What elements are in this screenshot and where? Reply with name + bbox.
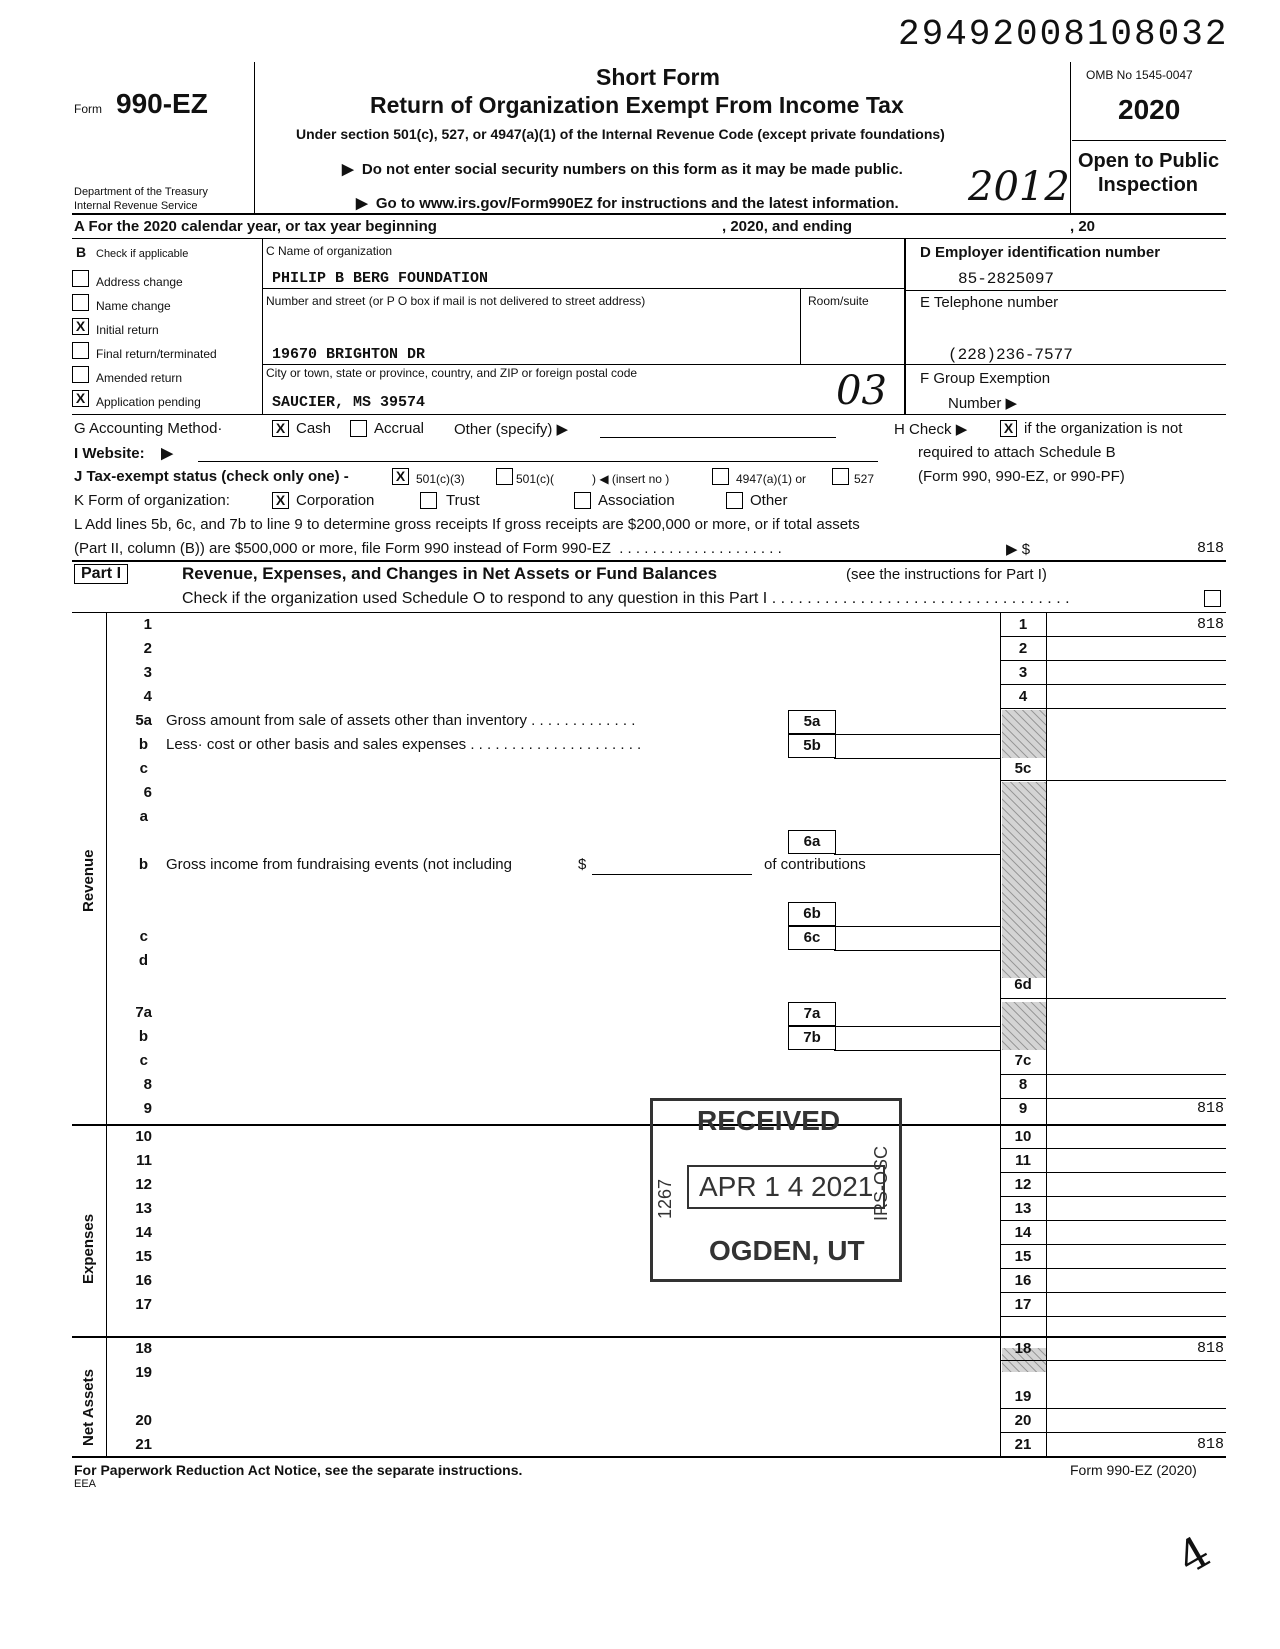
- corporation-checkbox[interactable]: X: [272, 492, 289, 509]
- part-i-tag: Part I: [74, 564, 128, 584]
- room-suite-label: Room/suite: [808, 294, 869, 308]
- accrual-checkbox[interactable]: [350, 420, 367, 437]
- 501c3-label: 501(c)(3): [416, 472, 465, 486]
- paperwork-notice: For Paperwork Reduction Act Notice, see the separate instructions.: [74, 1462, 523, 1478]
- application-pending-label: Application pending: [96, 395, 201, 409]
- initial-return-label: Initial return: [96, 323, 159, 337]
- telephone-label: E Telephone number: [920, 294, 1059, 311]
- dept-line-1: Department of the Treasury: [74, 186, 208, 198]
- amended-return-checkbox[interactable]: [72, 366, 89, 383]
- line-a-label: A For the 2020 calendar year, or tax year beginning: [74, 218, 437, 235]
- 527-checkbox[interactable]: [832, 468, 849, 485]
- 527-label: 527: [854, 472, 875, 486]
- corporation-label: Corporation: [296, 492, 375, 509]
- net-assets-section-label: Net Assets: [80, 1369, 97, 1446]
- application-pending-checkbox[interactable]: X: [72, 390, 89, 407]
- name-change-label: Name change: [96, 299, 171, 313]
- stamp-left-code: 1267: [655, 1178, 675, 1219]
- association-label: Association: [598, 492, 675, 509]
- amended-return-label: Amended return: [96, 371, 183, 385]
- cash-checkbox[interactable]: X: [272, 420, 289, 437]
- line-5a: 5a Gross amount from sale of assets other than inventory . . . . . . . . . . . . .: [135, 712, 636, 729]
- line-a-end: , 20: [1070, 218, 1096, 235]
- stamp-city: OGDEN, UT: [709, 1235, 865, 1266]
- initial-return-checkbox[interactable]: X: [72, 318, 89, 335]
- line-6b: b Gross income from fundraising events (not including: [138, 856, 512, 873]
- line-6b-of-contributions: of contributions: [764, 856, 866, 873]
- line-5b: b Less· cost or other basis and sales expenses . . . . . . . . . . . . . . . . . . . . .: [138, 736, 642, 753]
- 501c-insert-label: ) ◀ (insert no ): [592, 472, 670, 486]
- org-name: PHILIP B BERG FOUNDATION: [272, 270, 489, 287]
- footer-eea: EEA: [74, 1478, 97, 1490]
- group-exemption-label: F Group Exemption: [920, 370, 1051, 387]
- 501c-checkbox[interactable]: [496, 468, 513, 485]
- city-label: City or town, state or province, country, and ZIP or foreign postal code: [266, 366, 638, 380]
- line-l-text-2: (Part II, column (B)) are $500,000 or more, file Form 990 instead of Form 990-EZ . . . . . . . . . . . . . . . . . . . .: [74, 540, 782, 557]
- website-label: I Website: ▶: [74, 445, 173, 462]
- accounting-method-label: G Accounting Method·: [74, 420, 223, 437]
- shaded-cell: [1002, 782, 1046, 978]
- trust-checkbox[interactable]: [420, 492, 437, 509]
- org-name-label: C Name of organization: [266, 244, 393, 258]
- other-method-label: Other (specify) ▶: [454, 421, 569, 438]
- line-5b-box: 5b: [788, 734, 836, 758]
- inspection-label: Inspection: [1098, 174, 1199, 196]
- accrual-label: Accrual: [374, 420, 425, 437]
- shaded-cell: [1002, 1002, 1046, 1050]
- 501c-label: 501(c)(: [516, 472, 555, 486]
- telephone-value: (228)236-7577: [948, 346, 1073, 364]
- 4947-label: 4947(a)(1) or: [736, 472, 807, 486]
- schedule-b-text-2: required to attach Schedule B: [918, 444, 1116, 461]
- final-return-label: Final return/terminated: [96, 347, 217, 361]
- received-stamp: [650, 1098, 902, 1282]
- line-6c-box: 6c: [788, 926, 836, 950]
- schedule-o-checkbox[interactable]: [1204, 590, 1221, 607]
- handwritten-03: 03: [836, 368, 887, 414]
- handwritten-page-mark: 4: [1169, 1526, 1219, 1585]
- notice-ssn: ▶ Do not enter social security numbers on this form as it may be made public.: [342, 161, 903, 178]
- line-6a-box: 6a: [788, 830, 836, 854]
- street-label: Number and street (or P O box if mail is not delivered to street address): [266, 294, 646, 308]
- schedule-b-text-3: (Form 990, 990-EZ, or 990-PF): [918, 468, 1125, 485]
- 501c3-checkbox[interactable]: X: [392, 468, 409, 485]
- schedule-b-text-1: if the organization is not: [1024, 420, 1183, 437]
- line-6b-box: 6b: [788, 902, 836, 926]
- expenses-section-label: Expenses: [80, 1213, 97, 1284]
- stamp-date: APR 1 4 2021: [687, 1165, 885, 1209]
- cash-label: Cash: [296, 420, 332, 437]
- document-locator-number: 29492008108032: [898, 14, 1229, 55]
- final-return-checkbox[interactable]: [72, 342, 89, 359]
- line-7b-box: 7b: [788, 1026, 836, 1050]
- gross-receipts-value: 818: [1196, 540, 1224, 557]
- schedule-o-check-line: Check if the organization used Schedule O to respond to any question in this Part I . . . . . . . . . . . . . . . . . . . . . . . . . . . . . . . . . .: [182, 590, 1070, 607]
- ein-label: D Employer identification number: [920, 244, 1161, 261]
- omb-number: OMB No 1545-0047: [1086, 68, 1193, 82]
- handwritten-2012: 2012: [968, 164, 1070, 210]
- form-title-short: Short Form: [596, 64, 720, 90]
- line-l-dollar: ▶ $: [1006, 541, 1031, 558]
- open-to-public: Open to Public: [1078, 150, 1220, 172]
- stamp-received: RECEIVED: [697, 1105, 841, 1136]
- line-a-mid: , 2020, and ending: [722, 218, 853, 235]
- association-checkbox[interactable]: [574, 492, 591, 509]
- form-label: Form: [74, 102, 102, 116]
- other-org-label: Other: [750, 492, 788, 509]
- street-address: 19670 BRIGHTON DR: [272, 346, 426, 363]
- tax-year: 2020: [1118, 94, 1181, 125]
- ein-value: 85-2825097: [958, 270, 1055, 288]
- schedule-b-check-label: H Check ▶: [894, 421, 968, 438]
- revenue-section-label: Revenue: [80, 849, 97, 912]
- address-change-label: Address change: [96, 275, 183, 289]
- tax-exempt-status-label: J Tax-exempt status (check only one) -: [74, 468, 349, 485]
- footer-form-name: Form 990-EZ (2020): [1070, 1462, 1197, 1478]
- form-number: 990-EZ: [116, 88, 208, 119]
- form-of-org-label: K Form of organization:: [74, 492, 230, 509]
- city-state-zip: SAUCIER, MS 39574: [272, 394, 426, 411]
- group-exemption-number-label: Number ▶: [948, 395, 1018, 412]
- section-b-label: B: [76, 244, 87, 260]
- line-6b-dollar: $: [578, 856, 587, 873]
- part-i-title-suffix: (see the instructions for Part I): [846, 566, 1047, 583]
- notice-website: ▶ Go to www.irs.gov/Form990EZ for instructions and the latest information.: [356, 195, 899, 212]
- trust-label: Trust: [446, 492, 480, 509]
- line-5a-box: 5a: [788, 710, 836, 734]
- schedule-b-checkbox[interactable]: X: [1000, 420, 1017, 437]
- form-title: Return of Organization Exempt From Income Tax: [370, 92, 904, 118]
- section-b-check-if: Check if applicable: [96, 248, 189, 260]
- part-i-title: Revenue, Expenses, and Changes in Net Assets or Fund Balances: [182, 564, 718, 583]
- 4947-checkbox[interactable]: [712, 468, 729, 485]
- line-l-text-1: L Add lines 5b, 6c, and 7b to line 9 to determine gross receipts If gross receipts are $200,000 or more, or if total assets: [74, 516, 860, 533]
- other-org-checkbox[interactable]: [726, 492, 743, 509]
- dept-line-2: Internal Revenue Service: [74, 200, 198, 212]
- stamp-right-code: IRS-OSC: [871, 1145, 891, 1221]
- name-change-checkbox[interactable]: [72, 294, 89, 311]
- address-change-checkbox[interactable]: [72, 270, 89, 287]
- line-7a-box: 7a: [788, 1002, 836, 1026]
- form-subtitle: Under section 501(c), 527, or 4947(a)(1) of the Internal Revenue Code (except private foundations): [296, 126, 945, 142]
